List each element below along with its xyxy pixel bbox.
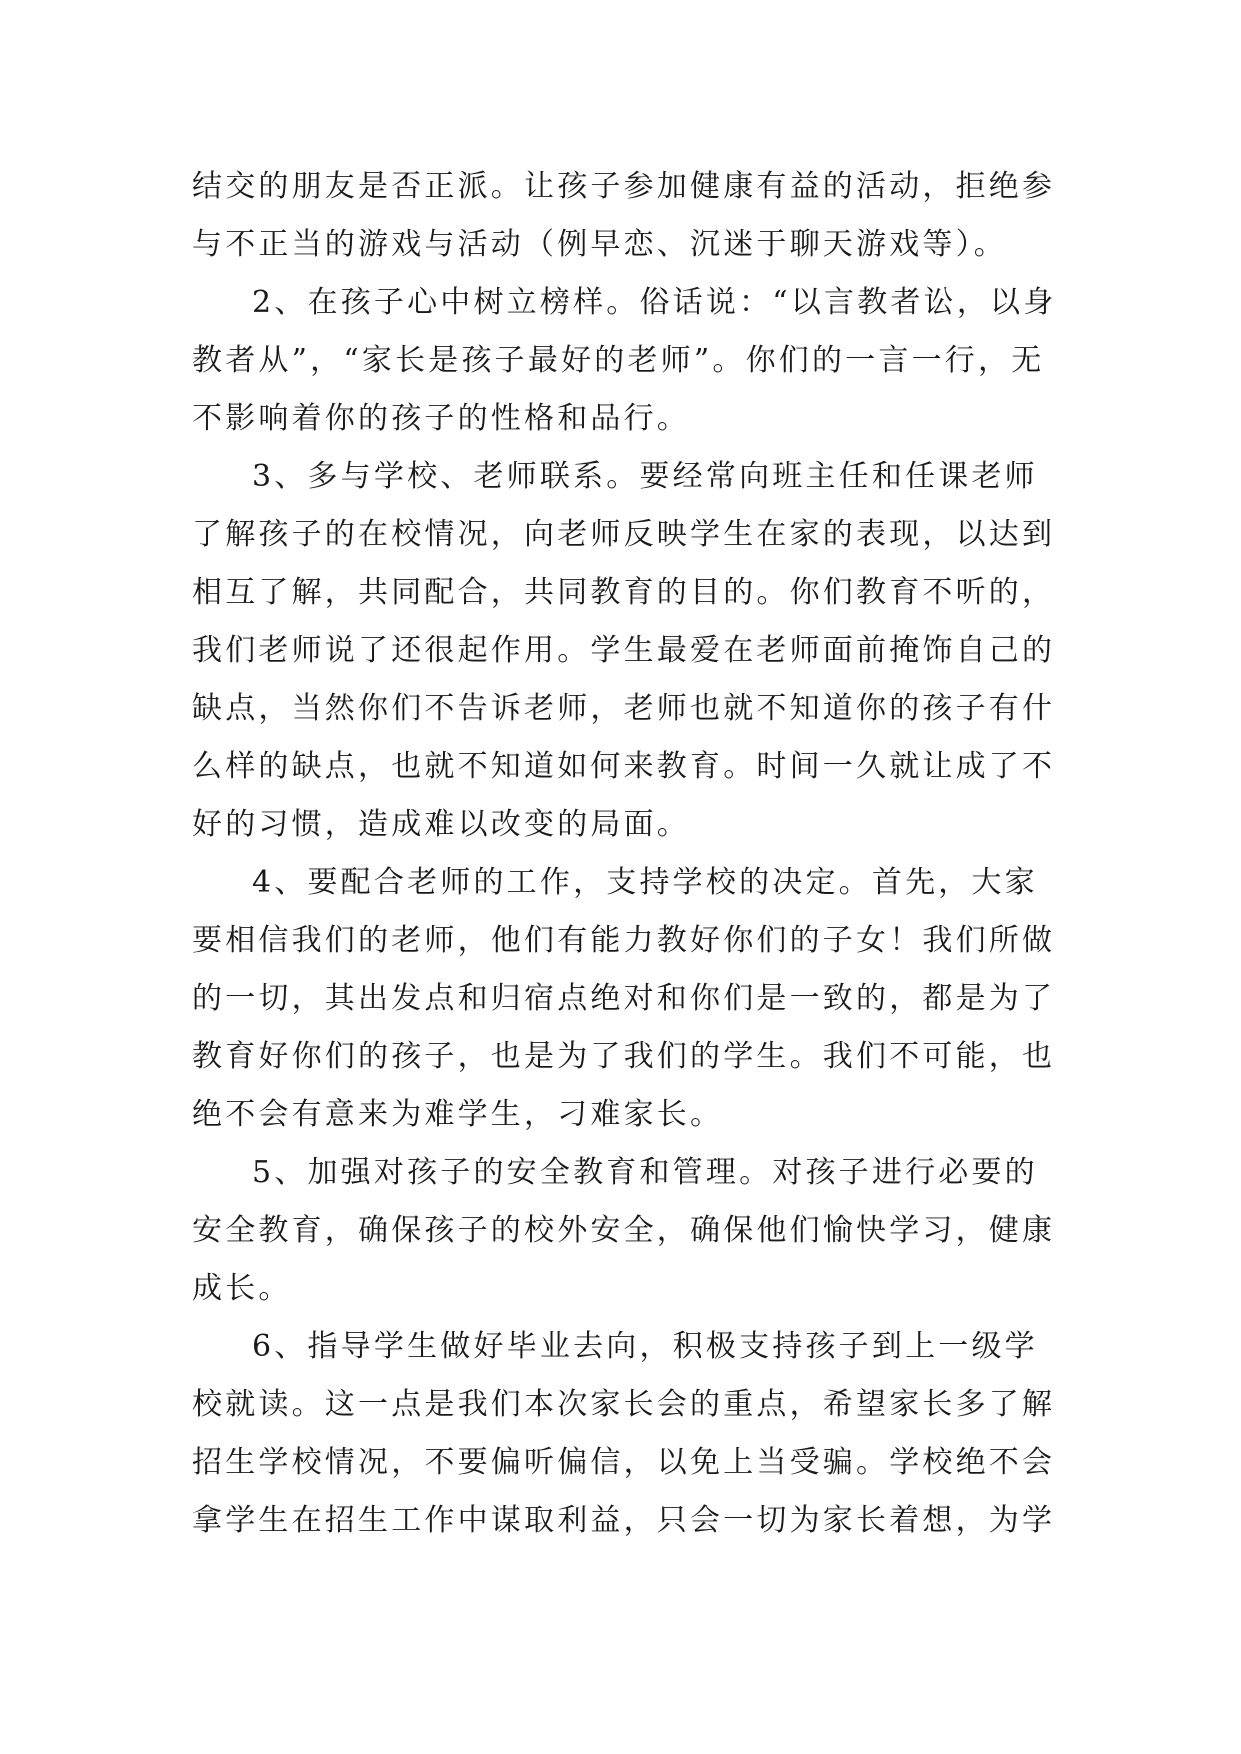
paragraph-line: 6、指导学生做好毕业去向，积极支持孩子到上一级学 <box>252 1329 1038 1364</box>
paragraph-line: 安全教育，确保孩子的校外安全，确保他们愉快学习，健康 <box>192 1213 1056 1248</box>
paragraph-line: 5、加强对孩子的安全教育和管理。对孩子进行必要的 <box>252 1155 1038 1190</box>
paragraph-line: 不影响着你的孩子的性格和品行。 <box>192 401 690 436</box>
paragraph-line: 我们老师说了还很起作用。学生最爱在老师面前掩饰自己的 <box>192 633 1056 668</box>
paragraph-line: 要相信我们的老师，他们有能力教好你们的子女！我们所做 <box>192 923 1056 958</box>
paragraph-line: 招生学校情况，不要偏听偏信，以免上当受骗。学校绝不会 <box>192 1445 1056 1480</box>
paragraph-line: 好的习惯，造成难以改变的局面。 <box>192 807 690 842</box>
document-body <box>192 158 1072 1550</box>
paragraph-line: 相互了解，共同配合，共同教育的目的。你们教育不听的， <box>192 575 1056 610</box>
paragraph-line: 教育好你们的孩子，也是为了我们的学生。我们不可能，也 <box>192 1039 1056 1074</box>
paragraph-line: 4、要配合老师的工作，支持学校的决定。首先，大家 <box>252 865 1038 900</box>
paragraph-line: 校就读。这一点是我们本次家长会的重点，希望家长多了解 <box>192 1387 1056 1422</box>
paragraph-line: 教者从”，“家长是孩子最好的老师”。你们的一言一行，无 <box>192 343 1045 378</box>
paragraph-line: 么样的缺点，也就不知道如何来教育。时间一久就让成了不 <box>192 749 1056 784</box>
paragraph-line: 的一切，其出发点和归宿点绝对和你们是一致的，都是为了 <box>192 981 1056 1016</box>
paragraph-line: 绝不会有意来为难学生，刁难家长。 <box>192 1097 724 1132</box>
paragraph-line: 3、多与学校、老师联系。要经常向班主任和任课老师 <box>252 459 1038 494</box>
paragraph-line: 了解孩子的在校情况，向老师反映学生在家的表现，以达到 <box>192 517 1056 552</box>
paragraph-line: 结交的朋友是否正派。让孩子参加健康有益的活动，拒绝参 <box>192 169 1056 204</box>
paragraph-line: 2、在孩子心中树立榜样。俗话说：“以言教者讼，以身 <box>252 285 1057 320</box>
paragraph-line: 成长。 <box>192 1271 292 1306</box>
paragraph-line: 与不正当的游戏与活动（例早恋、沉迷于聊天游戏等）。 <box>192 227 1007 262</box>
paragraph-line: 拿学生在招生工作中谋取利益，只会一切为家长着想，为学 <box>192 1503 1056 1538</box>
paragraph-line: 缺点，当然你们不告诉老师，老师也就不知道你的孩子有什 <box>192 691 1056 726</box>
